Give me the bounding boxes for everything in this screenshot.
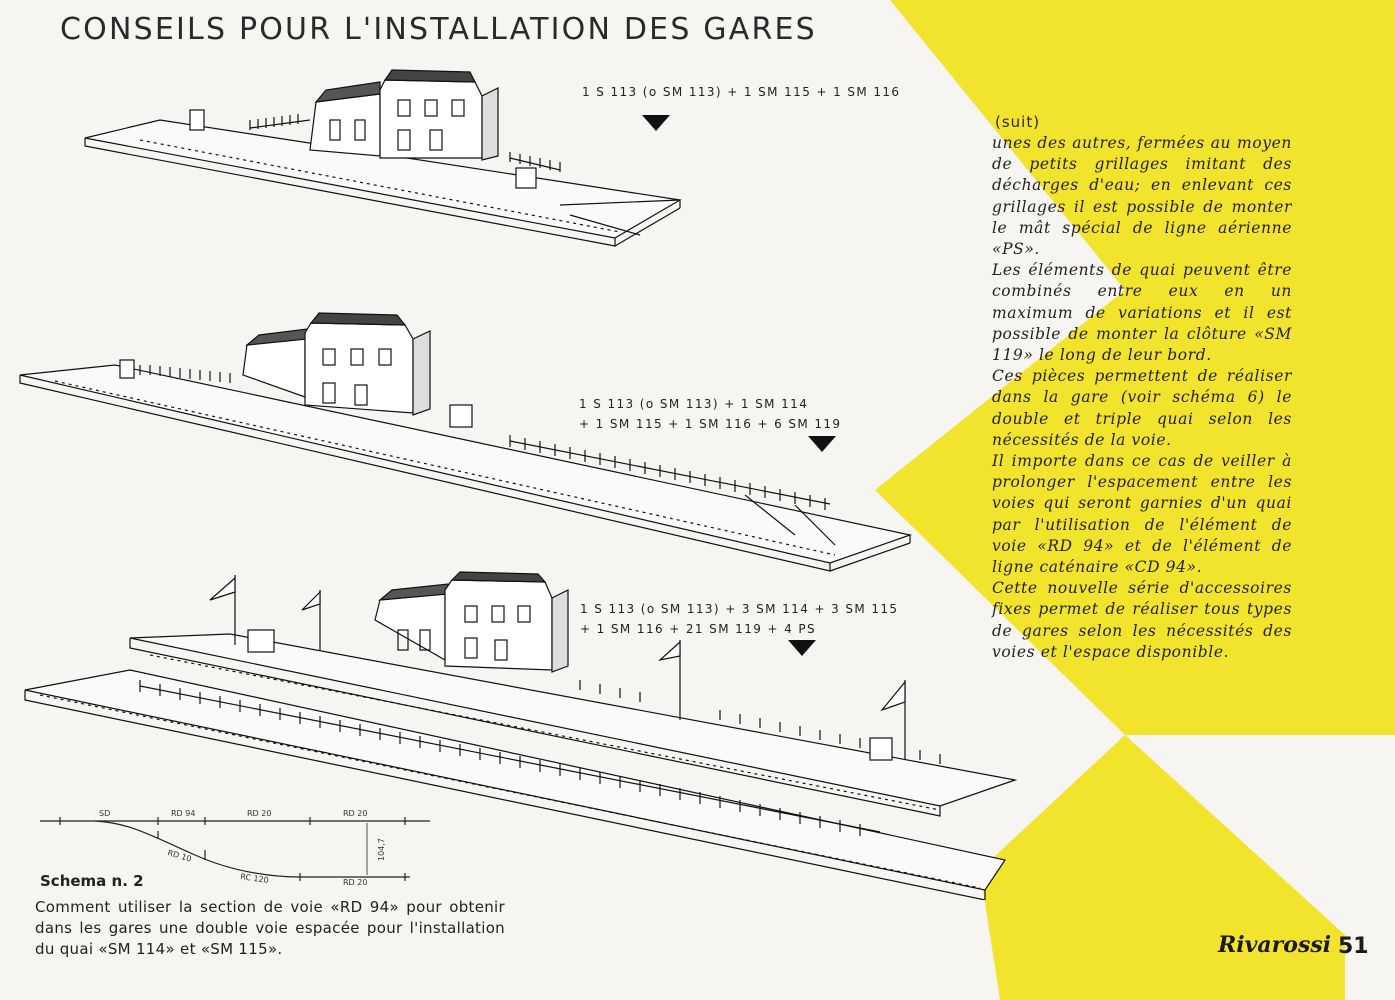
config-2-line-2: + 1 SM 115 + 1 SM 116 + 6 SM 119 [579,417,842,431]
config-3-line-1: 1 S 113 (o SM 113) + 3 SM 114 + 3 SM 115 [580,602,899,616]
config-2-line-1: 1 S 113 (o SM 113) + 1 SM 114 [579,397,809,411]
paragraph-3: Ces pièces permettent de réaliser dans la gare (voir schéma 6) le double et triple quai selon les nécessités de la voie. [992,367,1292,449]
pointer-arrow-2 [808,436,836,452]
schema-dimension: 104,7 [377,838,386,861]
paragraph-5: Cette nouvelle série d'accessoires fixes permet de réaliser tous types de gares selon les nécessités des voies et l'espace disponible. [992,579,1292,661]
pointer-arrow-3 [788,640,816,656]
paragraph-4: Il importe dans ce cas de veiller à prolonger l'espacement entre les voies qui seront garnies d'un quai par l'utilisation de l'élément de voie «RD 94» et de l'élément de ligne caténaire «CD 94». [992,452,1292,577]
config-2-label [579,394,841,434]
pointer-arrow-1 [642,115,670,131]
page-number: 51 [1338,934,1369,959]
schema-label-rc120: RC 120 [239,872,270,885]
page-title: CONSEILS POUR L'INSTALLATION DES GARES [60,12,817,47]
schema-label-rd20-top-1: RD 20 [247,809,272,818]
schema-title: Schema n. 2 [40,872,144,890]
station-illustration-2 [15,305,915,575]
config-1-line-1: 1 S 113 (o SM 113) + 1 SM 115 + 1 SM 116 [582,85,901,99]
continued-label: (suit) [995,113,1041,131]
paragraph-2: Les éléments de quai peuvent être combinés entre eux en un maximum de variations et il est possible de monter la clôture «SM 119» le long de leur bord. [992,261,1292,365]
schema-label-rd20-top-2: RD 20 [343,809,368,818]
config-3-label [580,599,898,639]
schema-label-rd10: RD 10 [166,848,193,864]
brand-logo: Rivarossi [1218,932,1332,958]
config-3-line-2: + 1 SM 116 + 21 SM 119 + 4 PS [580,622,817,636]
schema-label-rd20-bottom: RD 20 [343,878,368,887]
body-text [992,133,1292,663]
schema-caption: Comment utiliser la section de voie «RD 94» pour obtenir dans les gares une double voie espacée pour l'installation du quai «SM 114» et «SM 115». [35,898,505,958]
config-1-label [582,82,900,102]
paragraph-1: unes des autres, fermées au moyen de petits grillages imitant des décharges d'eau; en enlevant ces grillages il est possible de monter le mât spécial de ligne aérienne «PS». [992,134,1292,259]
schema-label-sd: SD [99,809,111,818]
schema-label-rd94: RD 94 [171,809,196,818]
